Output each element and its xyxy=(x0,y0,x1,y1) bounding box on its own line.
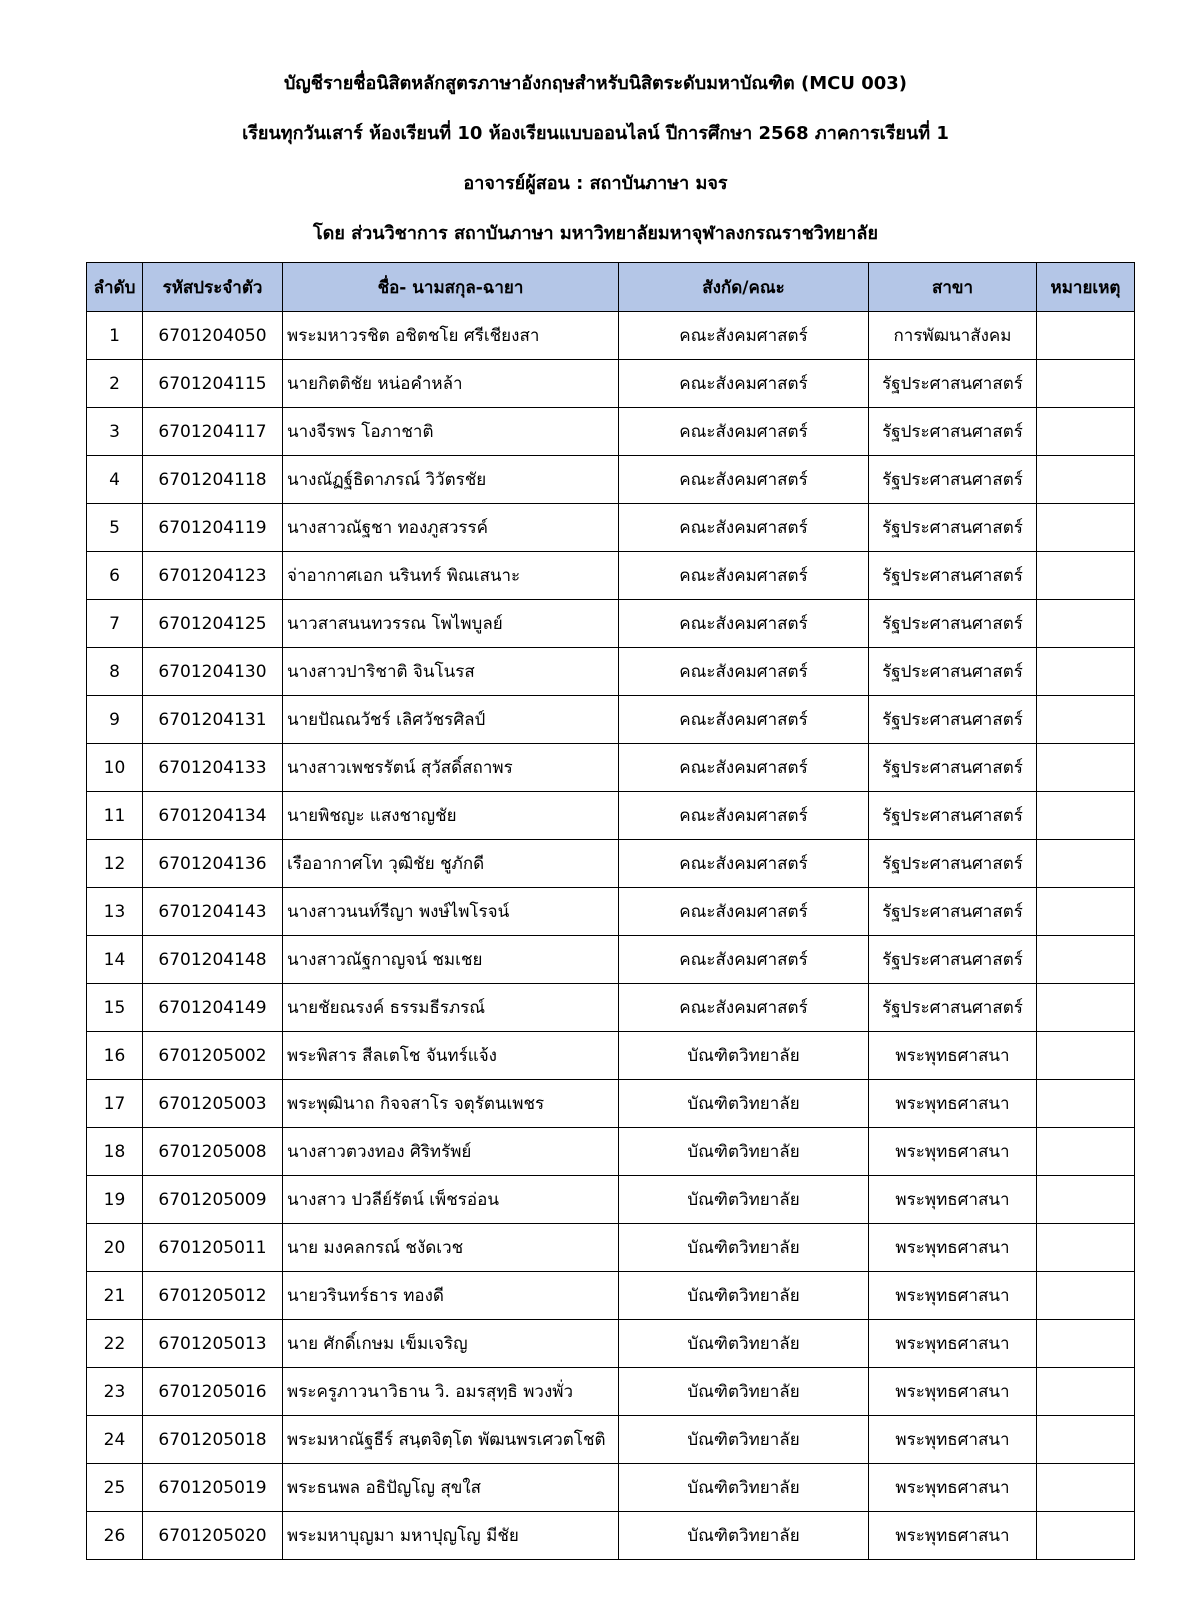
row-student-id: 6701205011 xyxy=(143,1224,283,1272)
table-row xyxy=(87,1416,1135,1464)
row-name: นางสาวนนท์รีญา พงษ์ไพโรจน์ xyxy=(283,888,619,936)
row-note xyxy=(1037,696,1135,744)
table-row xyxy=(87,648,1135,696)
table-row xyxy=(87,984,1135,1032)
row-note xyxy=(1037,1368,1135,1416)
row-student-id: 6701204131 xyxy=(143,696,283,744)
row-note xyxy=(1037,1224,1135,1272)
row-name: นางสาว ปวลีย์รัตน์ เพ็ชรอ่อน xyxy=(283,1176,619,1224)
row-order: 18 xyxy=(87,1128,143,1176)
row-faculty: คณะสังคมศาสตร์ xyxy=(619,456,869,504)
row-faculty: คณะสังคมศาสตร์ xyxy=(619,360,869,408)
row-major: รัฐประศาสนศาสตร์ xyxy=(869,936,1037,984)
row-major: พระพุทธศาสนา xyxy=(869,1320,1037,1368)
row-faculty: คณะสังคมศาสตร์ xyxy=(619,984,869,1032)
table-row xyxy=(87,408,1135,456)
row-major: รัฐประศาสนศาสตร์ xyxy=(869,552,1037,600)
row-order: 7 xyxy=(87,600,143,648)
row-name: พระมหาณัฐธีร์ สนฺตจิตฺโต พัฒนพรเศวตโชติ xyxy=(283,1416,619,1464)
row-faculty: คณะสังคมศาสตร์ xyxy=(619,936,869,984)
row-name: นายกิตติชัย หน่อคำหล้า xyxy=(283,360,619,408)
row-note xyxy=(1037,312,1135,360)
row-faculty: คณะสังคมศาสตร์ xyxy=(619,744,869,792)
row-order: 26 xyxy=(87,1512,143,1560)
row-name: เรืออากาศโท วุฒิชัย ชูภักดี xyxy=(283,840,619,888)
row-note xyxy=(1037,648,1135,696)
row-order: 19 xyxy=(87,1176,143,1224)
row-faculty: คณะสังคมศาสตร์ xyxy=(619,408,869,456)
row-major: รัฐประศาสนศาสตร์ xyxy=(869,600,1037,648)
table-row xyxy=(87,792,1135,840)
row-note xyxy=(1037,600,1135,648)
row-faculty: คณะสังคมศาสตร์ xyxy=(619,552,869,600)
row-order: 13 xyxy=(87,888,143,936)
table-row xyxy=(87,1512,1135,1560)
table-row xyxy=(87,360,1135,408)
row-note xyxy=(1037,1272,1135,1320)
row-student-id: 6701205020 xyxy=(143,1512,283,1560)
row-name: นาวสาสนนทวรรณ โพไพบูลย์ xyxy=(283,600,619,648)
row-order: 3 xyxy=(87,408,143,456)
row-student-id: 6701204133 xyxy=(143,744,283,792)
table-row xyxy=(87,312,1135,360)
row-note xyxy=(1037,456,1135,504)
row-note xyxy=(1037,1128,1135,1176)
row-order: 15 xyxy=(87,984,143,1032)
row-major: รัฐประศาสนศาสตร์ xyxy=(869,456,1037,504)
row-name: นางสาวตวงทอง ศิริทรัพย์ xyxy=(283,1128,619,1176)
row-student-id: 6701204143 xyxy=(143,888,283,936)
row-faculty: บัณฑิตวิทยาลัย xyxy=(619,1416,869,1464)
row-order: 25 xyxy=(87,1464,143,1512)
row-student-id: 6701204119 xyxy=(143,504,283,552)
row-order: 22 xyxy=(87,1320,143,1368)
row-name: นางณัฏฐ์ธิดาภรณ์ วิวัตรชัย xyxy=(283,456,619,504)
row-order: 8 xyxy=(87,648,143,696)
row-name: พระธนพล อธิปัญโญ สุขใส xyxy=(283,1464,619,1512)
row-faculty: คณะสังคมศาสตร์ xyxy=(619,600,869,648)
row-order: 4 xyxy=(87,456,143,504)
table-row xyxy=(87,1032,1135,1080)
row-faculty: บัณฑิตวิทยาลัย xyxy=(619,1032,869,1080)
instructor-line: อาจารย์ผู้สอน : สถาบันภาษา มจร xyxy=(463,173,728,194)
row-note xyxy=(1037,1464,1135,1512)
column-header-student-id: รหัสประจำตัว xyxy=(143,263,283,312)
row-major: พระพุทธศาสนา xyxy=(869,1464,1037,1512)
row-faculty: บัณฑิตวิทยาลัย xyxy=(619,1224,869,1272)
row-order: 11 xyxy=(87,792,143,840)
row-student-id: 6701205019 xyxy=(143,1464,283,1512)
row-name: พระพุฒินาถ กิจจสาโร จตุรัตนเพชร xyxy=(283,1080,619,1128)
row-student-id: 6701205018 xyxy=(143,1416,283,1464)
row-student-id: 6701204149 xyxy=(143,984,283,1032)
table-row xyxy=(87,1176,1135,1224)
table-row xyxy=(87,552,1135,600)
row-order: 21 xyxy=(87,1272,143,1320)
row-note xyxy=(1037,552,1135,600)
row-order: 23 xyxy=(87,1368,143,1416)
column-header-order: ลำดับ xyxy=(87,263,143,312)
row-note xyxy=(1037,840,1135,888)
row-faculty: คณะสังคมศาสตร์ xyxy=(619,312,869,360)
table-row xyxy=(87,744,1135,792)
row-note xyxy=(1037,1512,1135,1560)
row-faculty: บัณฑิตวิทยาลัย xyxy=(619,1272,869,1320)
row-order: 17 xyxy=(87,1080,143,1128)
row-note xyxy=(1037,1320,1135,1368)
table-row xyxy=(87,1080,1135,1128)
table-row xyxy=(87,1224,1135,1272)
row-major: พระพุทธศาสนา xyxy=(869,1368,1037,1416)
row-note xyxy=(1037,888,1135,936)
row-name: พระครูภาวนาวิธาน วิ. อมรสุทฺธิ พวงพั่ว xyxy=(283,1368,619,1416)
row-faculty: คณะสังคมศาสตร์ xyxy=(619,792,869,840)
student-roster-table xyxy=(86,262,1135,1560)
row-name: นาย มงคลกรณ์ ชงัดเวช xyxy=(283,1224,619,1272)
row-name: นางสาวณัฐชา ทองภูสวรรค์ xyxy=(283,504,619,552)
document-title: บัญชีรายชื่อนิสิตหลักสูตรภาษาอังกฤษสำหรับนิสิตระดับมหาบัณฑิต (MCU 003) xyxy=(283,73,908,94)
row-order: 5 xyxy=(87,504,143,552)
column-header-name: ชื่อ- นามสกุล-ฉายา xyxy=(283,263,619,312)
table-row xyxy=(87,936,1135,984)
table-row xyxy=(87,600,1135,648)
row-order: 1 xyxy=(87,312,143,360)
row-note xyxy=(1037,984,1135,1032)
row-order: 2 xyxy=(87,360,143,408)
row-name: พระมหาบุญมา มหาปุญโญ มีชัย xyxy=(283,1512,619,1560)
row-name: นายวรินทร์ธาร ทองดี xyxy=(283,1272,619,1320)
row-faculty: คณะสังคมศาสตร์ xyxy=(619,504,869,552)
row-note xyxy=(1037,360,1135,408)
row-major: รัฐประศาสนศาสตร์ xyxy=(869,504,1037,552)
row-student-id: 6701205002 xyxy=(143,1032,283,1080)
row-note xyxy=(1037,1032,1135,1080)
row-faculty: คณะสังคมศาสตร์ xyxy=(619,840,869,888)
row-order: 16 xyxy=(87,1032,143,1080)
row-name: นาย ศักดิ์เกษม เข็มเจริญ xyxy=(283,1320,619,1368)
row-name: นายปัณณวัชร์ เลิศวัชรศิลป์ xyxy=(283,696,619,744)
row-major: พระพุทธศาสนา xyxy=(869,1512,1037,1560)
row-note xyxy=(1037,936,1135,984)
row-student-id: 6701204123 xyxy=(143,552,283,600)
row-student-id: 6701204118 xyxy=(143,456,283,504)
row-major: พระพุทธศาสนา xyxy=(869,1416,1037,1464)
row-student-id: 6701205009 xyxy=(143,1176,283,1224)
row-student-id: 6701205008 xyxy=(143,1128,283,1176)
row-major: รัฐประศาสนศาสตร์ xyxy=(869,360,1037,408)
row-note xyxy=(1037,792,1135,840)
table-row xyxy=(87,696,1135,744)
row-student-id: 6701204148 xyxy=(143,936,283,984)
row-major: รัฐประศาสนศาสตร์ xyxy=(869,408,1037,456)
column-header-note: หมายเหตุ xyxy=(1037,263,1135,312)
row-faculty: บัณฑิตวิทยาลัย xyxy=(619,1512,869,1560)
row-name: นายพิชญะ แสงชาญชัย xyxy=(283,792,619,840)
row-major: รัฐประศาสนศาสตร์ xyxy=(869,984,1037,1032)
row-major: พระพุทธศาสนา xyxy=(869,1080,1037,1128)
row-name: นางสาวณัฐกาญจน์ ชมเชย xyxy=(283,936,619,984)
row-name: พระพิสาร สีลเตโช จันทร์แจ้ง xyxy=(283,1032,619,1080)
table-row xyxy=(87,1464,1135,1512)
row-note xyxy=(1037,504,1135,552)
row-order: 20 xyxy=(87,1224,143,1272)
row-major: การพัฒนาสังคม xyxy=(869,312,1037,360)
row-note xyxy=(1037,744,1135,792)
row-student-id: 6701204134 xyxy=(143,792,283,840)
row-student-id: 6701205003 xyxy=(143,1080,283,1128)
row-major: พระพุทธศาสนา xyxy=(869,1272,1037,1320)
row-faculty: คณะสังคมศาสตร์ xyxy=(619,648,869,696)
row-order: 6 xyxy=(87,552,143,600)
row-name: นางสาวเพชรรัตน์ สุวัสดิ์สถาพร xyxy=(283,744,619,792)
column-header-major: สาขา xyxy=(869,263,1037,312)
row-student-id: 6701204130 xyxy=(143,648,283,696)
table-row xyxy=(87,888,1135,936)
row-student-id: 6701205016 xyxy=(143,1368,283,1416)
row-major: พระพุทธศาสนา xyxy=(869,1128,1037,1176)
row-name: นายชัยณรงค์ ธรรมธีรภรณ์ xyxy=(283,984,619,1032)
class-schedule-line: เรียนทุกวันเสาร์ ห้องเรียนที่ 10 ห้องเรียนแบบออนไลน์ ปีการศึกษา 2568 ภาคการเรียนที่ 1 xyxy=(242,123,949,144)
row-student-id: 6701204117 xyxy=(143,408,283,456)
row-major: พระพุทธศาสนา xyxy=(869,1176,1037,1224)
row-student-id: 6701205013 xyxy=(143,1320,283,1368)
table-row xyxy=(87,1320,1135,1368)
row-student-id: 6701204050 xyxy=(143,312,283,360)
row-major: รัฐประศาสนศาสตร์ xyxy=(869,648,1037,696)
row-faculty: บัณฑิตวิทยาลัย xyxy=(619,1080,869,1128)
row-student-id: 6701204115 xyxy=(143,360,283,408)
roster-body xyxy=(87,312,1135,1560)
table-header-row xyxy=(87,263,1135,312)
row-student-id: 6701205012 xyxy=(143,1272,283,1320)
table-row xyxy=(87,1368,1135,1416)
row-name: นางสาวปาริชาติ จินโนรส xyxy=(283,648,619,696)
row-order: 24 xyxy=(87,1416,143,1464)
row-major: รัฐประศาสนศาสตร์ xyxy=(869,792,1037,840)
row-faculty: บัณฑิตวิทยาลัย xyxy=(619,1128,869,1176)
row-name: พระมหาวรชิต อชิตชโย ศรีเชียงสา xyxy=(283,312,619,360)
issuer-line: โดย ส่วนวิชาการ สถาบันภาษา มหาวิทยาลัยมหาจุฬาลงกรณราชวิทยาลัย xyxy=(313,223,878,244)
table-row xyxy=(87,1128,1135,1176)
row-major: รัฐประศาสนศาสตร์ xyxy=(869,840,1037,888)
table-row xyxy=(87,1272,1135,1320)
row-note xyxy=(1037,1176,1135,1224)
row-name: นางจีรพร โอภาชาติ xyxy=(283,408,619,456)
row-faculty: บัณฑิตวิทยาลัย xyxy=(619,1176,869,1224)
row-order: 14 xyxy=(87,936,143,984)
row-major: พระพุทธศาสนา xyxy=(869,1224,1037,1272)
row-faculty: คณะสังคมศาสตร์ xyxy=(619,696,869,744)
row-student-id: 6701204125 xyxy=(143,600,283,648)
row-faculty: บัณฑิตวิทยาลัย xyxy=(619,1368,869,1416)
row-major: รัฐประศาสนศาสตร์ xyxy=(869,744,1037,792)
row-faculty: บัณฑิตวิทยาลัย xyxy=(619,1320,869,1368)
row-major: รัฐประศาสนศาสตร์ xyxy=(869,696,1037,744)
row-order: 12 xyxy=(87,840,143,888)
row-order: 9 xyxy=(87,696,143,744)
row-faculty: บัณฑิตวิทยาลัย xyxy=(619,1464,869,1512)
row-note xyxy=(1037,1416,1135,1464)
row-order: 10 xyxy=(87,744,143,792)
column-header-faculty: สังกัด/คณะ xyxy=(619,263,869,312)
table-row xyxy=(87,840,1135,888)
row-note xyxy=(1037,408,1135,456)
table-row xyxy=(87,504,1135,552)
row-student-id: 6701204136 xyxy=(143,840,283,888)
row-note xyxy=(1037,1080,1135,1128)
row-name: จ่าอากาศเอก นรินทร์ พิณเสนาะ xyxy=(283,552,619,600)
row-major: รัฐประศาสนศาสตร์ xyxy=(869,888,1037,936)
row-faculty: คณะสังคมศาสตร์ xyxy=(619,888,869,936)
table-row xyxy=(87,456,1135,504)
row-major: พระพุทธศาสนา xyxy=(869,1032,1037,1080)
